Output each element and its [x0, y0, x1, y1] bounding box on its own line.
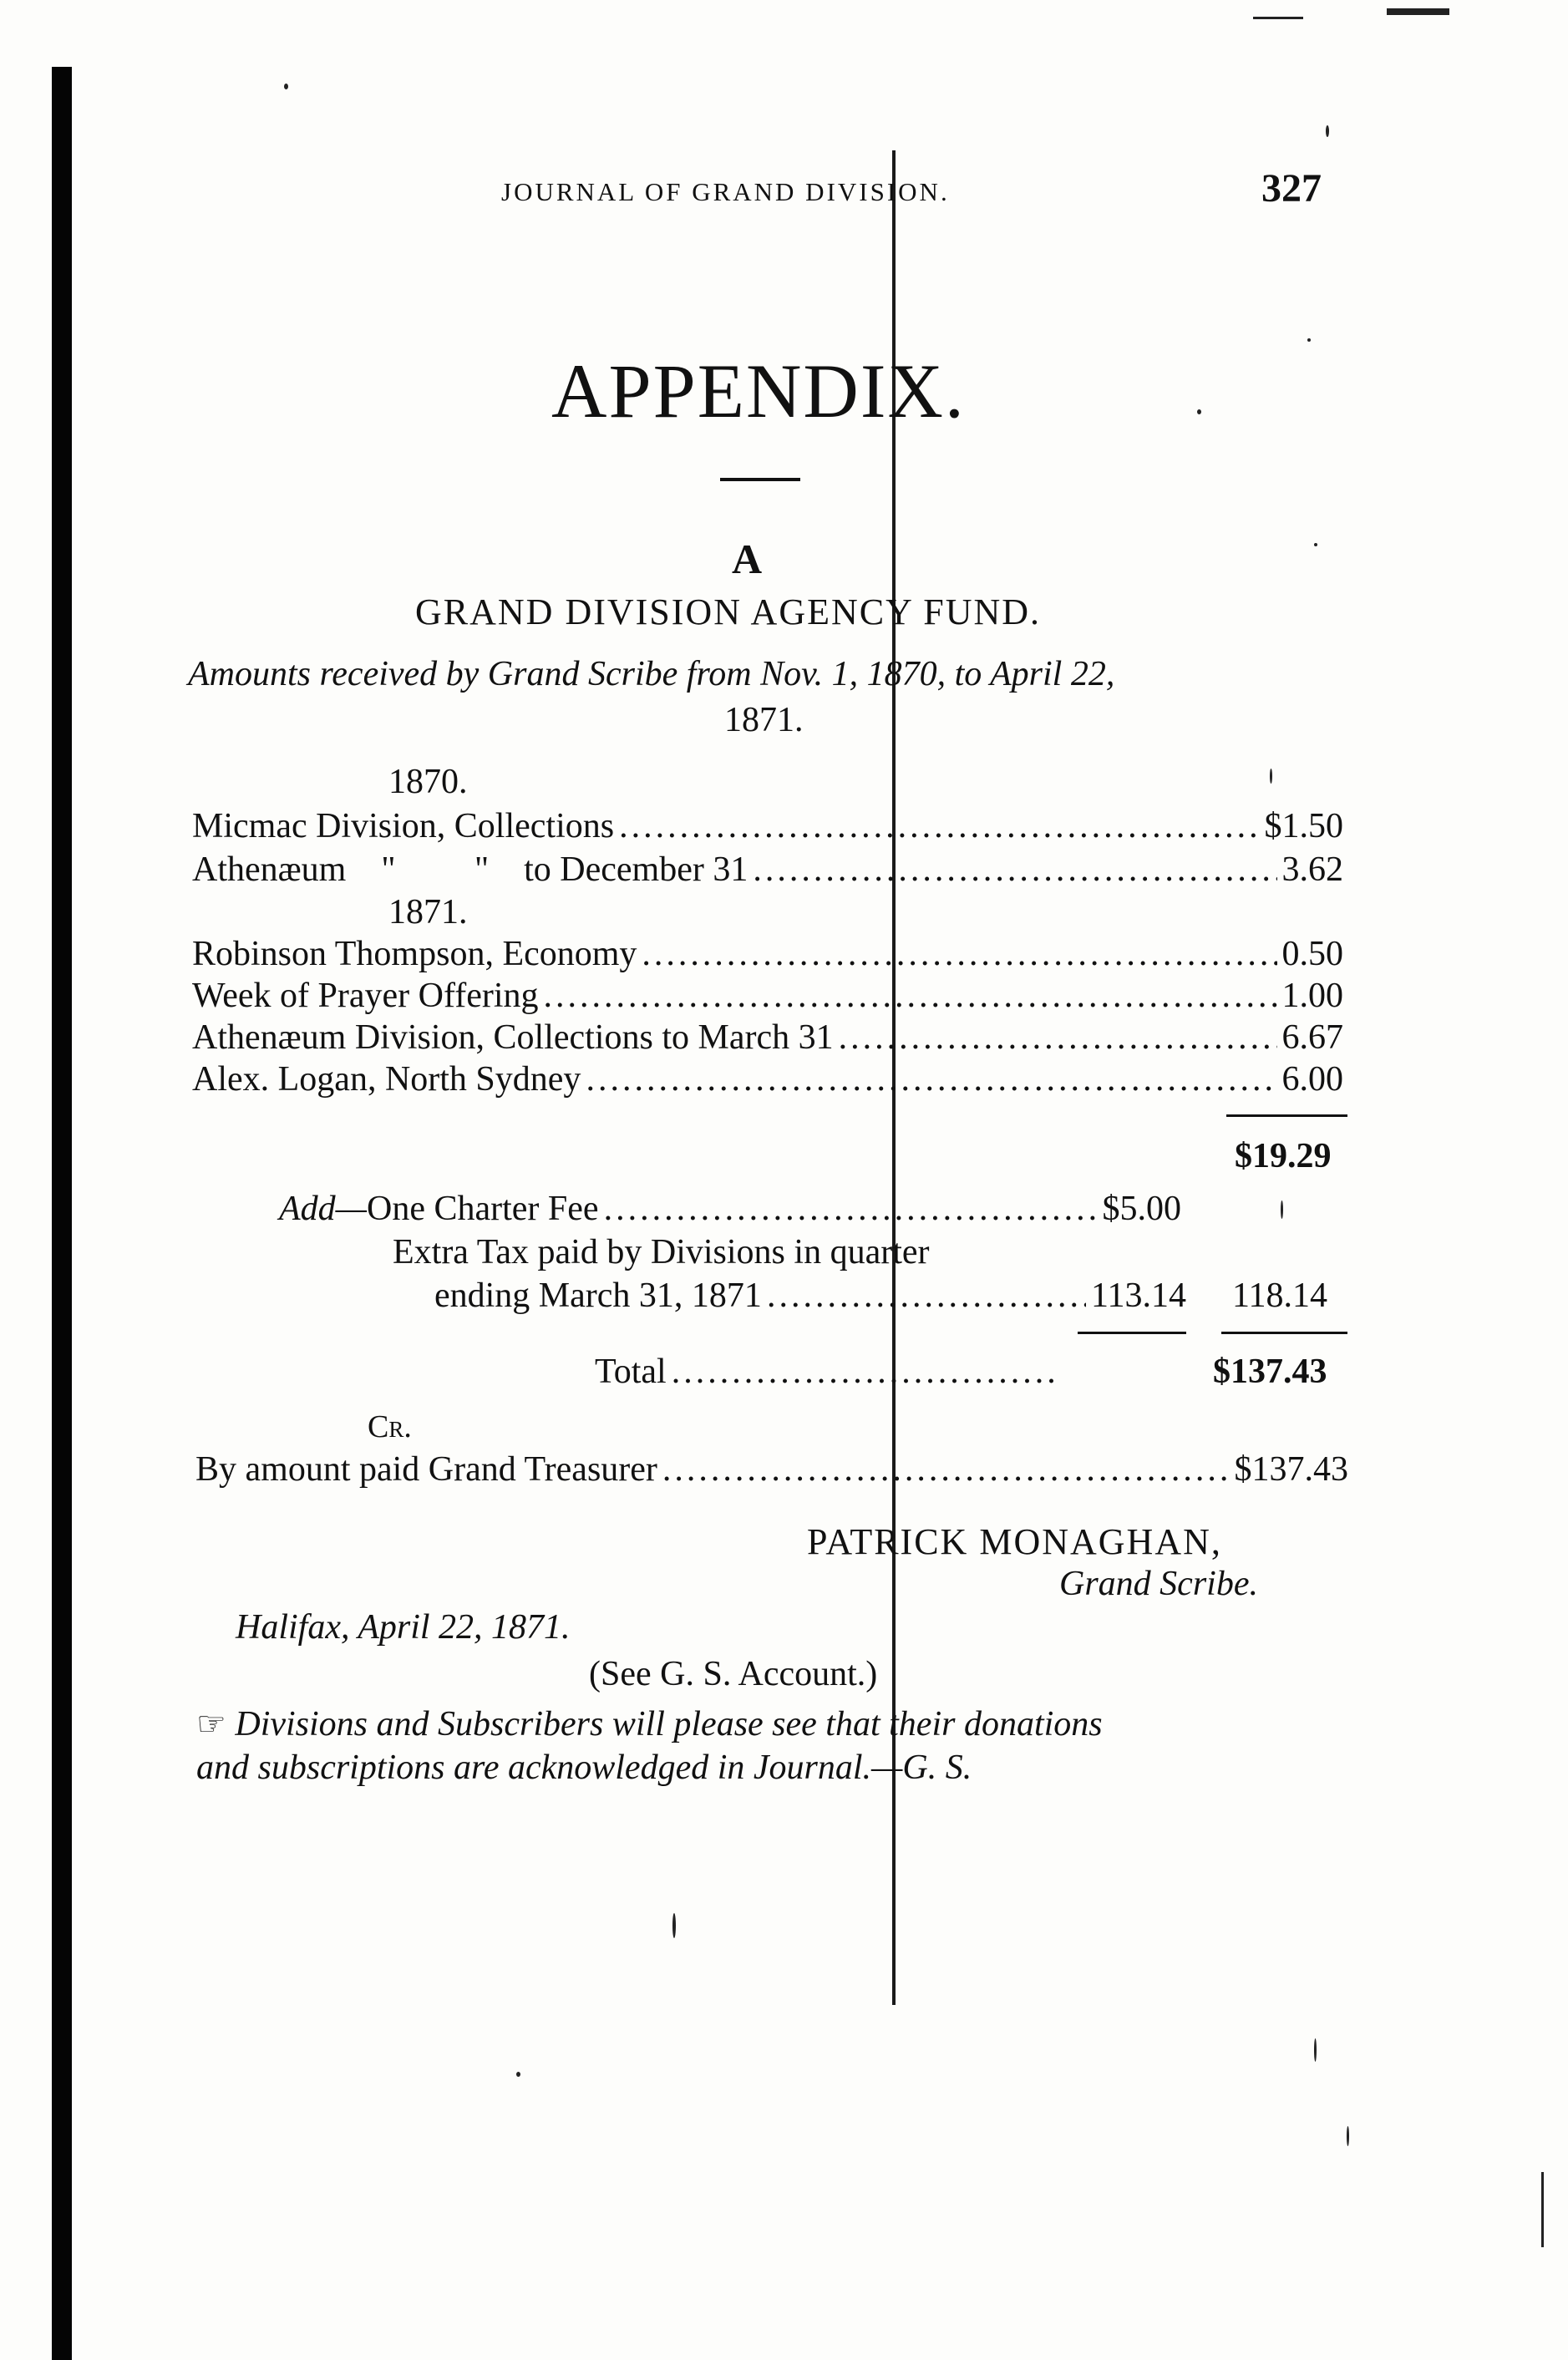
- total-amount: $137.43: [1213, 1353, 1327, 1391]
- scan-artifact: [1541, 2172, 1544, 2247]
- subtitle-line-1: Amounts received by Grand Scribe from Nov. 1, 1870, to April 22,: [188, 655, 1115, 693]
- scan-artifact: [516, 2072, 520, 2077]
- entry-label: Week of Prayer Offering: [192, 977, 539, 1015]
- extra-tax-line-2: ending March 31, 1871: [434, 1276, 762, 1315]
- credit-row: [195, 1449, 1348, 1490]
- subtitle-line-2: 1871.: [724, 701, 804, 739]
- fund-title: GRAND DIVISION AGENCY FUND.: [415, 591, 1042, 632]
- charter-amount: $5.00: [1102, 1190, 1181, 1228]
- ledger-row: [192, 1018, 1343, 1058]
- entry-amount: 0.50: [1281, 935, 1343, 973]
- running-head: JOURNAL OF GRAND DIVISION.: [501, 177, 950, 206]
- scan-artifact: [1270, 769, 1272, 784]
- ledger-row: [192, 976, 1343, 1016]
- entry-amount: 3.62: [1281, 850, 1343, 889]
- credit-label: By amount paid Grand Treasurer: [195, 1450, 657, 1489]
- entry-label: Robinson Thompson, Economy: [192, 935, 637, 973]
- ledger-row: [192, 934, 1343, 974]
- ledger-row: [192, 1059, 1343, 1099]
- scan-artifact: [1281, 1200, 1283, 1219]
- scan-artifact: [1197, 409, 1201, 414]
- scan-artifact: [1326, 125, 1329, 137]
- charter-label: One Charter Fee: [367, 1190, 599, 1228]
- ledger-row: [192, 850, 1343, 890]
- entry-label: Alex. Logan, North Sydney: [192, 1060, 581, 1099]
- entry-amount: $1.50: [1264, 807, 1343, 845]
- entry-amount: 1.00: [1281, 977, 1343, 1015]
- scan-artifact: [284, 84, 288, 89]
- subtotal-amount: $19.29: [1235, 1137, 1332, 1175]
- title-rule: [720, 478, 800, 481]
- entry-label: Athenæum Division, Collections to March 31: [192, 1018, 834, 1057]
- footnote-line-2: and subscriptions are acknowledged in Journal.—G. S.: [196, 1748, 972, 1787]
- scan-artifact: [1307, 338, 1311, 342]
- total-row: [595, 1352, 1063, 1392]
- pointing-hand-icon: ☞: [196, 1705, 226, 1743]
- signature-title: Grand Scribe.: [1059, 1565, 1258, 1603]
- total-label: Total: [595, 1353, 667, 1391]
- extra-tax-line-1: Extra Tax paid by Divisions in quarter: [393, 1233, 930, 1271]
- footnote-line-1: [196, 1704, 1103, 1744]
- section-letter: A: [732, 535, 763, 582]
- signature-name: PATRICK MONAGHAN,: [807, 1521, 1222, 1562]
- extra-tax-row: [434, 1276, 1186, 1316]
- ledger-row: [192, 806, 1343, 846]
- credit-heading: Cr.: [368, 1409, 412, 1444]
- appendix-title: APPENDIX.: [551, 348, 966, 434]
- extra-tax-total: 118.14: [1232, 1276, 1327, 1315]
- scan-artifact: [1314, 2038, 1317, 2062]
- see-account-note: (See G. S. Account.): [589, 1655, 878, 1693]
- add-rule: [1078, 1332, 1186, 1334]
- page-number: 327: [1261, 166, 1322, 211]
- add-charter-row: [279, 1189, 1181, 1229]
- subtotal-rule: [1226, 1114, 1347, 1117]
- scan-artifact: [1347, 2126, 1349, 2146]
- year-1870: 1870.: [388, 763, 468, 801]
- scan-artifact: [672, 1913, 676, 1938]
- add-prefix: Add—: [279, 1190, 367, 1228]
- entry-label: Athenæum " " to December 31: [192, 850, 748, 889]
- entry-amount: 6.00: [1281, 1060, 1343, 1099]
- dateline: Halifax, April 22, 1871.: [236, 1608, 571, 1647]
- scan-artifact: [1253, 17, 1303, 19]
- total-rule: [1221, 1332, 1347, 1334]
- scan-artifact: [1314, 543, 1317, 546]
- footnote-text-1: Divisions and Subscribers will please see that their donations: [235, 1705, 1103, 1743]
- book-spine-shadow: [52, 67, 72, 2360]
- year-1871: 1871.: [388, 893, 468, 931]
- entry-label: Micmac Division, Collections: [192, 807, 615, 845]
- extra-tax-amount: 113.14: [1091, 1276, 1186, 1315]
- scan-artifact: [1387, 8, 1449, 15]
- entry-amount: 6.67: [1281, 1018, 1343, 1057]
- credit-amount: $137.43: [1234, 1450, 1348, 1489]
